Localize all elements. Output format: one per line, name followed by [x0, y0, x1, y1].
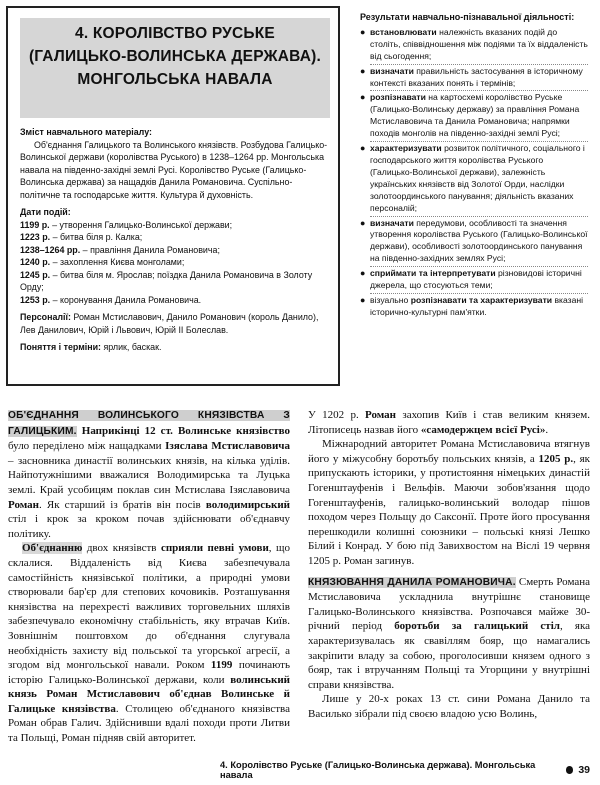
date-item: 1223 р. – битва біля р. Калка; [20, 232, 143, 242]
footer-title: 4. Королівство Руське (Галицько-Волинська держава). Монгольська навала [220, 760, 536, 780]
result-item: ● визначати правильність застосування в історичному контексті вказаних понять і термінів; [360, 65, 583, 88]
dates-label: Дати подій: [20, 207, 71, 217]
paragraph: ОБ'ЄДНАННЯ ВОЛИНСЬКОГО КНЯЗІВСТВА З ГАЛИЦЬКИМ. Наприкінці 12 ст. Волинське князівство було переділено між нащадками Ізяслава Мстиславовича – засновника династії волинських князів, на кілька уділів. Найпотужнішими вважалися Володимирська та Луцька землі. Край усобицям поклав син Мстислава Ізяславовича Роман. Як старший із братів він посів володимирський стіл і крок за кроком почав здійснювати об'єднавчу політику. [8, 410, 290, 540]
result-item: ● візуально розпізнавати та характеризувати вказані історично-культурні пам'ятки. [360, 294, 584, 317]
divider [370, 266, 588, 267]
paragraph: Об'єднанню двох князівств сприяли певні умови, що склалися. Віддаленість від Києва забезпечувала самостійність князівської політики, а природні умови створювали бар'єр для степових кочовиків. Розташування князівства на перехресті важливих торговельних шляхів забезпечувало економічну стабільність, яку втрачав Київ. Зовнішнім поштовхом до об'єднання слугувала необхідність захисту від польської та угорської агресії, а згодом від монгольської навали. Роком 1199 починають історію Галицько-Волинської держави, коли волинський князь Роман Мстиславович об'єднав Волинське й Галицьке князівства. Столицею об'єднаного князівства Роман обрав Галич. Здійснивши вдалі походи проти Литви та Польщі, Роман підняв свій авторитет. [8, 542, 291, 745]
section-heading: ОБ'ЄДНАННЯ ВОЛИНСЬКОГО КНЯЗІВСТВА З ГАЛИЦЬКИМ. [8, 410, 290, 437]
divider [370, 293, 588, 294]
result-item: ● сприймати та інтерпретувати різновидові історичні джерела, що стосуються теми; [360, 268, 582, 291]
main-text-left-column [8, 408, 290, 746]
terms-label: Поняття і терміни: [20, 342, 101, 352]
dates-section [20, 206, 330, 306]
page-number: 39 [578, 764, 590, 776]
result-item: ● характеризувати розвиток політичного, соціального і господарського життя королівства Руського (Галицько-Волинської держави), залежність українських князівств від Золотої Орди, наслідки золотоординського панування; діяльність вказаних персоналій; [360, 143, 585, 213]
content-label: Зміст навчального матеріалу: [20, 127, 152, 137]
bullet-icon: ● [360, 294, 366, 305]
title-line-3: МОНГОЛЬСЬКА НАВАЛА [77, 71, 273, 88]
terms-section [20, 341, 330, 354]
persons-section [20, 311, 330, 336]
divider [370, 141, 588, 142]
date-item: 1253 р. – коронування Данила Романовича. [20, 294, 202, 305]
content-text: Об'єднання Галицького та Волинського князівств. Розбудова Галицько-Волинської держави (королівства Руського) в 1238–1264 рр. Монгольська навала на південно-західні землі Русі. Королівство Руське (Галицько-Волинська держава) за нащадків Данила Романовича. Суспільно-політичне та господарське життя. Культура й духовність. [20, 139, 328, 200]
bullet-icon: ● [360, 268, 366, 279]
lesson-info-box [6, 6, 340, 386]
lesson-info-body [20, 126, 330, 354]
bullet-icon [566, 766, 574, 774]
result-item: ● розпізнавати на картосхемі королівство Руське (Галицько-Волинську державу) за правління Романа Мстиславовича та Данила Романовича; напрямки походів монголів на південно-західні землі Русі; [360, 92, 580, 139]
divider [370, 64, 588, 65]
lesson-title [20, 18, 330, 118]
main-text-right-column [308, 408, 590, 721]
result-item: ● встановлювати належність вказаних подій до століть, співвідношення між подіями та їх віддаленість від сьогодення; [360, 26, 588, 61]
date-item: 1240 р. – захоплення Києва монголами; [20, 257, 185, 267]
persons-text: Роман Мстиславович, Данило Романович (король Данило), Лев Данилович, Юрій і Львович, Юрій ІІ Болеслав. [20, 312, 319, 335]
divider [370, 216, 588, 217]
results-title: Результати навчально-пізнавальної діяльності: [360, 12, 575, 22]
section-heading: КНЯЗЮВАННЯ ДАНИЛА РОМАНОВИЧА. [308, 576, 516, 588]
paragraph: Лише у 20-х роках 13 ст. сини Романа Данило та Василько зібрали під своєю владою усю Волинь, [308, 693, 590, 720]
terms-text: ярлик, баскак. [101, 342, 162, 352]
bullet-icon: ● [360, 26, 366, 37]
divider [370, 90, 588, 91]
date-item: 1238–1264 рр. – правління Данила Романовича; [20, 244, 220, 255]
date-item: 1245 р. – битва біля м. Ярослав; поїздка Данила Романовича в Золоту Орду; [20, 269, 313, 292]
title-line-2: (ГАЛИЦЬКО-ВОЛИНСЬКА ДЕРЖАВА). [28, 48, 322, 65]
date-item: 1199 р. – утворення Галицько-Волинської держави; [20, 219, 233, 230]
paragraph: КНЯЗЮВАННЯ ДАНИЛА РОМАНОВИЧА. Смерть Романа Мстиславовича ускладнила внутрішнє становище Галицько-Волинського князівства. Розпочався майже 30-річний період боротьби за галицький стіл, яка характеризувалась як свавіллям бояр, що намагались закріпити владу за собою, проголосивши князем одного з бояр, так і втручанням Польщі та Угорщини у внутрішні справи князівства. [308, 575, 591, 691]
persons-label: Персоналії: [20, 312, 71, 322]
page-footer [220, 762, 590, 778]
bullet-icon: ● [360, 65, 366, 76]
bullet-icon: ● [360, 217, 366, 228]
bullet-icon: ● [360, 143, 366, 154]
result-item: ● визначати передумови, особливості та значення утворення королівства Руського (Галицько-Волинської держави), особливості золотоординського панування на південно-західних землях Русі; [360, 217, 588, 264]
bullet-icon: ● [360, 92, 366, 103]
title-line-1: 4. КОРОЛІВСТВО РУСЬКЕ [75, 25, 275, 42]
paragraph: У 1202 р. Роман захопив Київ і став великим князем. Літописець назвав його «самодержцем всієї Русі». [308, 409, 591, 436]
paragraph: Міжнародний авторитет Романа Мстиславовича втягнув його у міжусобну боротьбу польських князів, а 1205 р., як припускають історики, у протистояння німецьких династій Гогенштауфенів і Вельфів. Маючи зобов'язання щодо Гогенштауфенів, галицько-волинський володар пішов походом через Польщу до Саксонії. Проте його просування перешкодили колишні союзники – польські князі Лешко Білий і Конрад. У бою під Завихвостом на Віслі 19 червня 1205 р. Роман загинув. [308, 438, 590, 567]
learning-results [360, 12, 588, 320]
